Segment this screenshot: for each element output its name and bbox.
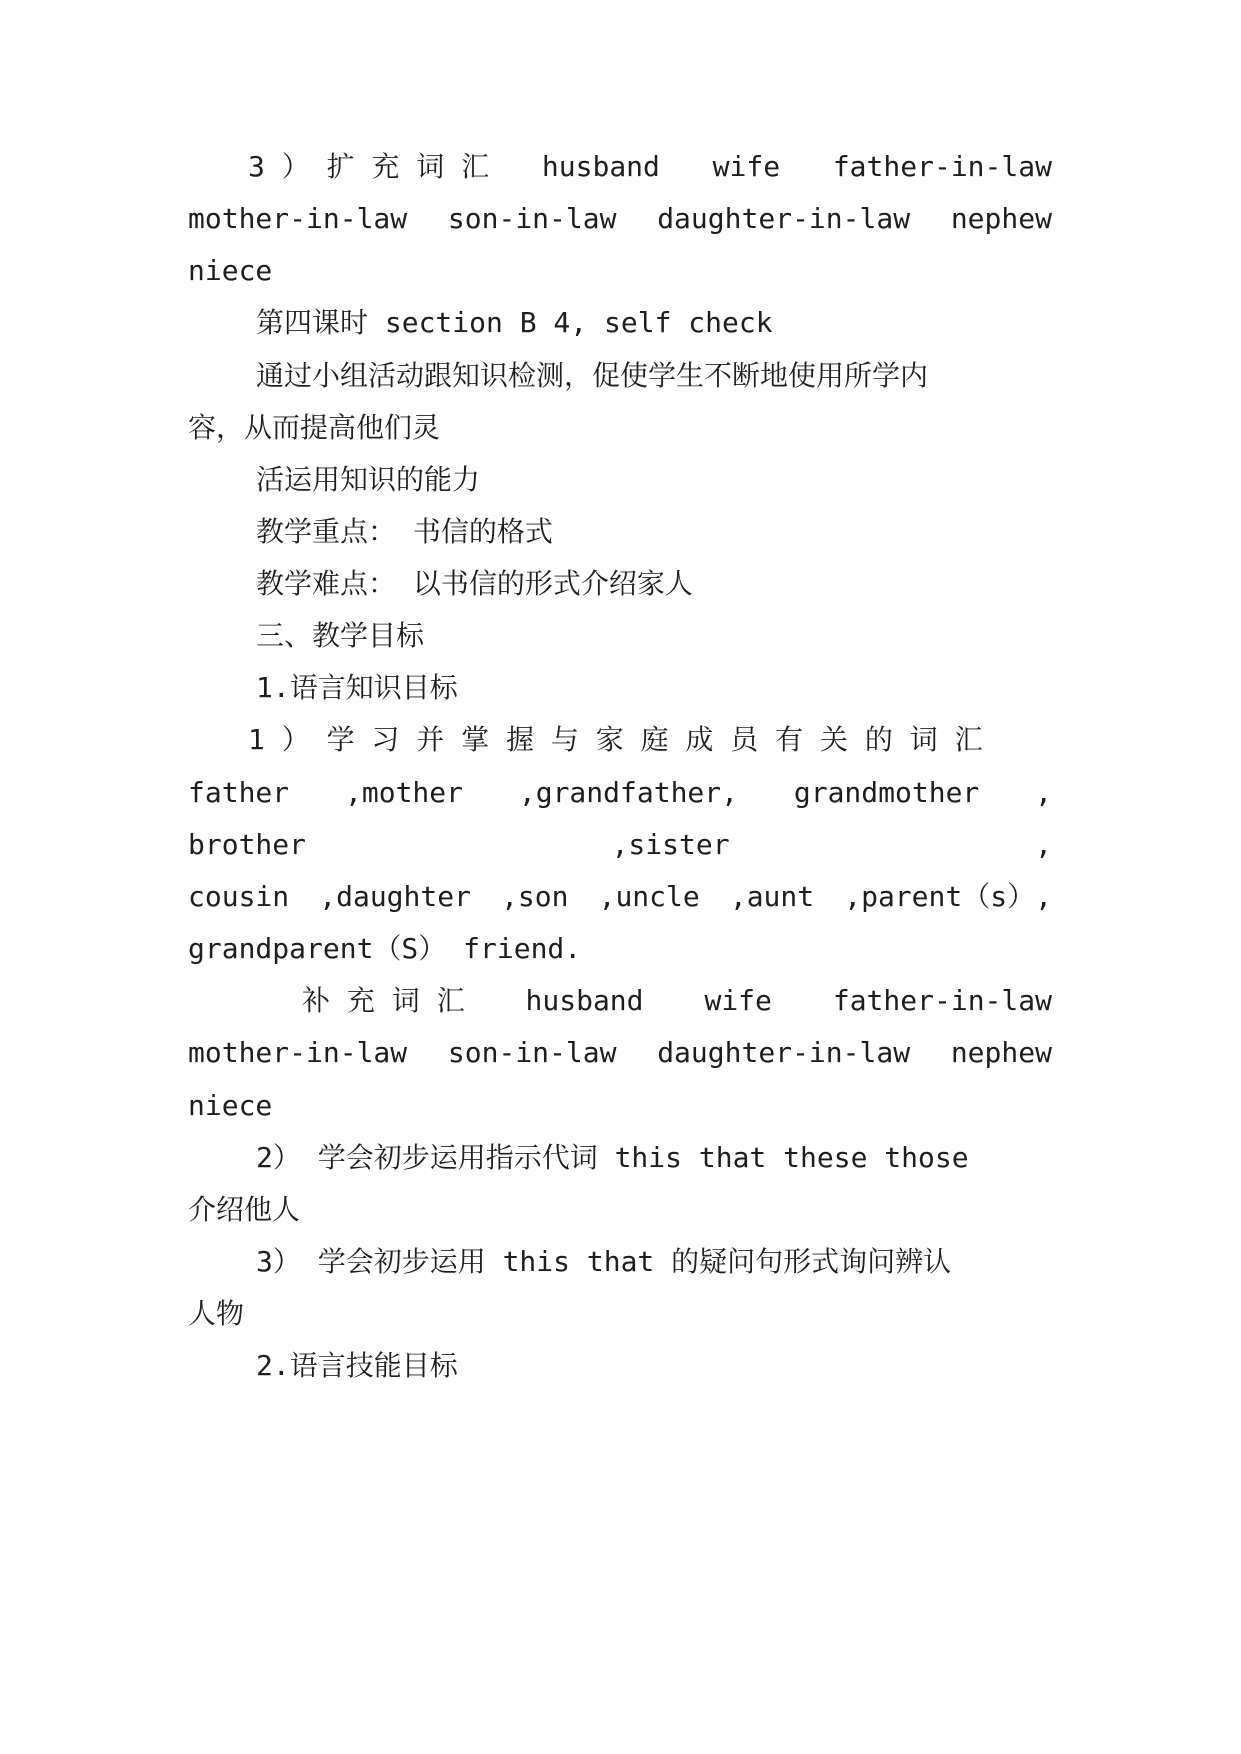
- vocab-supplement-line: [188, 1033, 1052, 1073]
- text-segment: mother-in-law: [188, 1036, 408, 1069]
- teaching-focus: [256, 512, 1052, 552]
- text-segment: ,grandfather,: [518, 776, 739, 809]
- vocab-supplement-line: [302, 981, 1052, 1021]
- text-segment: ,: [1035, 828, 1052, 861]
- text-segment: 人物: [188, 1297, 245, 1330]
- text-segment: 1.语言知识目标: [256, 671, 458, 704]
- vocab-line: [188, 929, 1052, 969]
- text-segment: 活运用知识的能力: [256, 463, 481, 496]
- text-segment: 教学重点： 书信的格式: [256, 515, 553, 548]
- text-segment: father-in-law: [832, 150, 1052, 183]
- text-segment: ,mother: [345, 776, 464, 809]
- text-line: [188, 251, 1052, 291]
- text-segment: ,uncle: [598, 880, 700, 913]
- text-segment: 3 ） 扩 充 词 汇: [248, 150, 490, 183]
- text-segment: wife: [712, 150, 781, 183]
- text-segment: nephew: [950, 202, 1052, 235]
- text-segment: 补 充 词 汇: [302, 984, 465, 1017]
- text-segment: nephew: [950, 1036, 1052, 1069]
- text-segment: 教学难点： 以书信的形式介绍家人: [256, 567, 693, 600]
- text-segment: wife: [704, 984, 772, 1017]
- text-segment: father: [188, 776, 290, 809]
- text-line: [188, 1086, 1052, 1126]
- text-segment: 三、教学目标: [256, 619, 425, 652]
- text-segment: 通过小组活动跟知识检测，促使学生不断地使用所学内: [256, 359, 929, 392]
- text-segment: son-in-law: [447, 1036, 617, 1069]
- vocab-expand-line: [188, 199, 1052, 239]
- text-segment: 3） 学会初步运用 this that 的疑问句形式询问辨认: [256, 1245, 952, 1278]
- text-segment: 1 ） 学 习 并 掌 握 与 家 庭 成 员 有 关 的 词 汇: [248, 723, 983, 756]
- text-line: [188, 1190, 1052, 1230]
- text-segment: husband: [541, 150, 660, 183]
- section-heading: [256, 616, 1052, 656]
- text-segment: grandparent（S） friend.: [188, 932, 582, 965]
- subsection-heading: [256, 668, 1052, 708]
- text-line: [256, 460, 1052, 500]
- text-segment: niece: [188, 254, 273, 287]
- subsection-heading: [256, 1346, 1052, 1386]
- text-segment: husband: [525, 984, 644, 1017]
- vocab-expand-line: [248, 147, 1052, 187]
- text-segment: ,: [1035, 776, 1052, 809]
- text-line: [188, 408, 1052, 448]
- vocab-line: [188, 877, 1052, 917]
- text-segment: ,parent（s）,: [844, 880, 1052, 913]
- text-segment: 介绍他人: [188, 1193, 301, 1226]
- text-segment: 容，从而提高他们灵: [188, 411, 441, 444]
- text-segment: ,sister: [611, 828, 730, 861]
- lesson-heading: [256, 303, 1052, 343]
- text-segment: 2.语言技能目标: [256, 1349, 458, 1382]
- text-segment: ,daughter: [319, 880, 471, 913]
- teaching-difficulty: [256, 564, 1052, 604]
- text-segment: daughter-in-law: [657, 202, 911, 235]
- text-segment: ,son: [501, 880, 569, 913]
- text-segment: daughter-in-law: [657, 1036, 911, 1069]
- text-segment: niece: [188, 1089, 273, 1122]
- objective-line: [256, 1242, 1052, 1282]
- text-segment: mother-in-law: [188, 202, 408, 235]
- text-segment: grandmother: [793, 776, 980, 809]
- objective-line: [256, 1138, 1052, 1178]
- text-segment: son-in-law: [447, 202, 617, 235]
- text-segment: 第四课时 section B 4, self check: [256, 306, 773, 339]
- text-line: [188, 1294, 1052, 1334]
- text-segment: brother: [188, 828, 307, 861]
- text-segment: cousin: [188, 880, 290, 913]
- text-segment: ,aunt: [729, 880, 815, 913]
- vocab-line: [188, 773, 1052, 813]
- vocab-line: [188, 825, 1052, 865]
- text-line: [248, 720, 1052, 760]
- text-segment: father-in-law: [832, 984, 1052, 1017]
- text-line: [256, 356, 1052, 396]
- text-segment: 2） 学会初步运用指示代词 this that these those: [256, 1141, 969, 1174]
